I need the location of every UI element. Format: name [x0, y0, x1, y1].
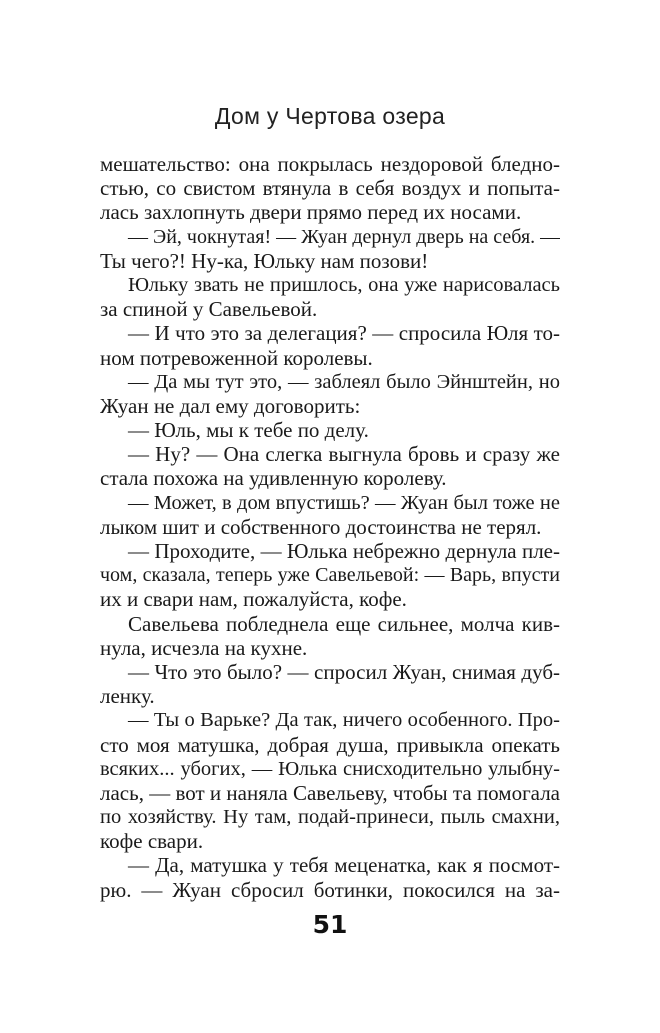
- text-line: — Да, матушка у тебя меценатка, как я посмот-: [128, 853, 560, 878]
- text-line: — Юль, мы к тебе по делу.: [128, 418, 369, 443]
- text-line: — Ну? — Она слегка выгнула бровь и сразу же: [128, 442, 560, 467]
- text-line: ном потревоженной королевы.: [100, 345, 373, 370]
- text-line: — И что это за делегация? — спросила Юля то-: [128, 321, 560, 346]
- text-line: лась захлопнуть двери прямо перед их носами.: [100, 200, 522, 225]
- text-line: лась, — вот и наняла Савельеву, чтобы та помогала: [100, 780, 560, 805]
- text-line: всяких... убогих, — Юлька снисходительно улыбну-: [100, 757, 560, 780]
- text-line: по хозяйству. Ну там, подай-принеси, пыль смахни,: [100, 806, 560, 829]
- text-line: — Ты о Варьке? Да так, ничего особенного. Про-: [128, 709, 560, 732]
- text-line: мешательство: она покрылась нездоровой бледно-: [100, 152, 560, 176]
- text-line: кофе свари.: [100, 829, 204, 854]
- text-line: — Может, в дом впустишь? — Жуан был тоже не: [128, 491, 560, 514]
- text-line: Савельева побледнела еще сильнее, молча кив-: [128, 611, 560, 636]
- text-line: — Проходите, — Юлька небрежно дернула пле-: [128, 539, 560, 563]
- text-line: лыком шит и собственного достоинства не терял.: [100, 514, 542, 539]
- running-head: Дом у Чертова озера: [214, 103, 446, 129]
- text-line: рю. — Жуан сбросил ботинки, покосился на за-: [100, 877, 560, 902]
- text-line: чом, сказала, теперь уже Савельевой: — Варь, впусти: [100, 564, 560, 587]
- text-line: стью, со свистом втянула в себя воздух и попыта-: [100, 176, 560, 201]
- text-line: сто моя матушка, добрая душа, привыкла опекать: [100, 732, 560, 757]
- text-line: Жуан не дал ему договорить:: [100, 393, 361, 418]
- body-text: [100, 152, 560, 902]
- text-line: за спиной у Савельевой.: [100, 297, 318, 322]
- text-line: — Да мы тут это, — заблеял было Эйнштейн, но: [128, 370, 560, 393]
- text-line: Ты чего?! Ну-ка, Юльку нам позови!: [100, 248, 429, 273]
- text-line: Юльку звать не пришлось, она уже нарисовалась: [128, 273, 560, 296]
- text-line: стала похожа на удивленную королеву.: [100, 466, 447, 491]
- text-line: — Эй, чокнутая! — Жуан дернул дверь на себя. —: [128, 225, 560, 248]
- text-line: нула, исчезла на кухне.: [100, 635, 308, 660]
- page-number: 51: [312, 910, 348, 939]
- text-line: их и свари нам, пожалуйста, кофе.: [100, 587, 407, 612]
- text-line: ленку.: [100, 684, 155, 709]
- text-line: — Что это было? — спросил Жуан, снимая дуб-: [128, 659, 560, 684]
